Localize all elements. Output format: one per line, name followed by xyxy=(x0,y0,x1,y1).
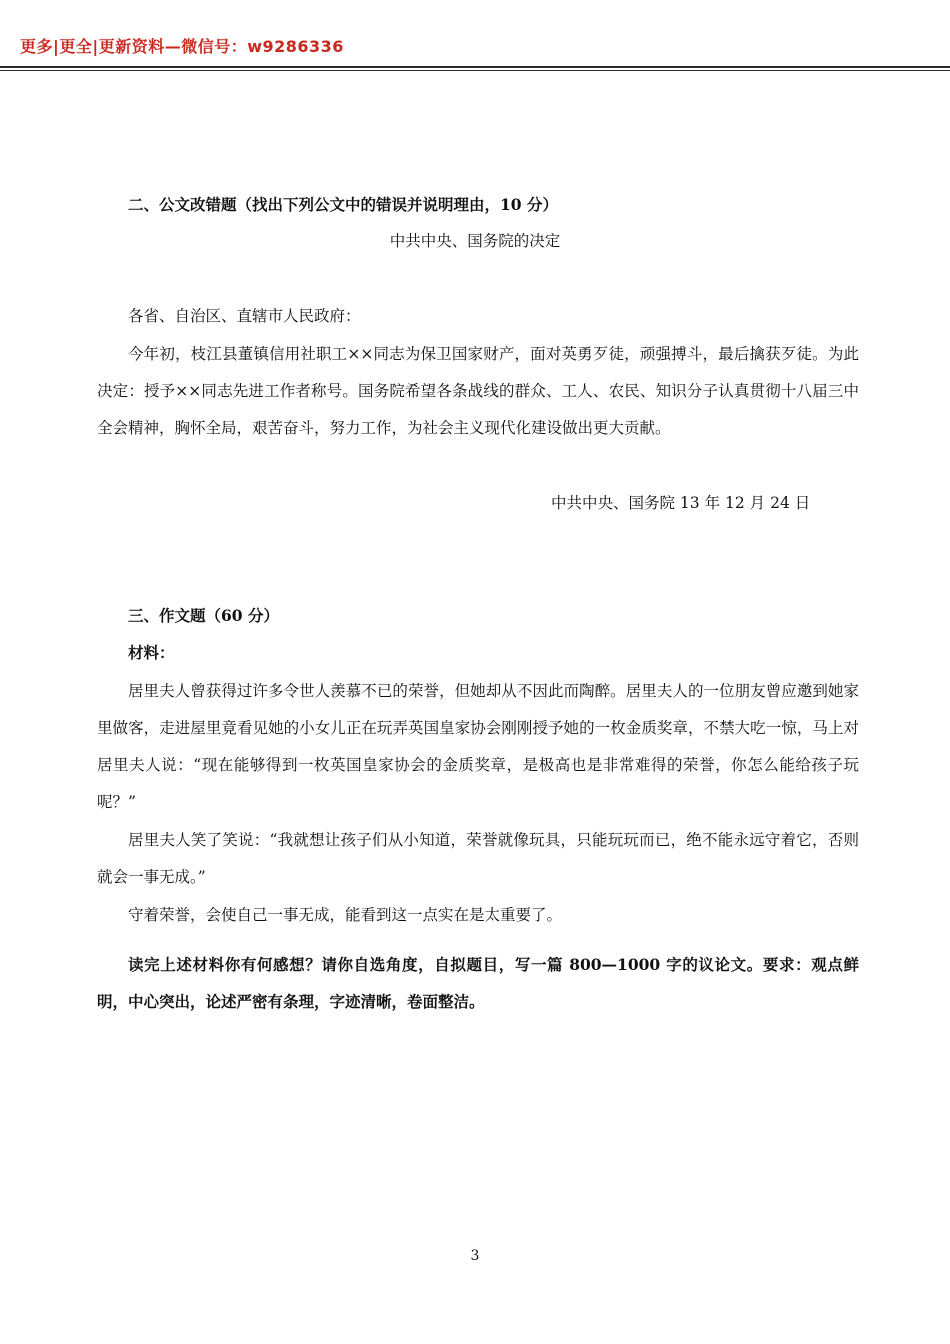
section-3-heading: 三、作文题（60 分） xyxy=(128,606,279,625)
document-signature: 中共中央、国务院 13 年 12 月 24 日 xyxy=(551,494,811,512)
header-divider-thin xyxy=(0,70,950,71)
document-salutation: 各省、自治区、直辖市人民政府： xyxy=(128,307,361,325)
header-divider-thick xyxy=(0,66,950,68)
essay-prompt: 读完上述材料你有何感想？请你自选角度，自拟题目，写一篇 800—1000 字的议论文。要求：观点鲜明，中心突出，论述严密有条理，字迹清晰，卷面整洁。 xyxy=(97,955,859,1011)
document-title: 中共中央、国务院的决定 xyxy=(389,232,561,250)
material-paragraph-3: 守着荣誉，会使自己一事无成，能看到这一点实在是太重要了。 xyxy=(128,906,563,924)
material-paragraph-2: 居里夫人笑了笑说：“我就想让孩子们从小知道，荣誉就像玩具，只能玩玩而已，绝不能永远守着它，否则就会一事无成。” xyxy=(97,831,859,886)
material-paragraph-1: 居里夫人曾获得过许多令世人羡慕不已的荣誉，但她却从不因此而陶醉。居里夫人的一位朋友曾应邀到她家里做客，走进屋里竟看见她的小女儿正在玩弄英国皇家协会刚刚授予她的一枚金质奖章，不禁大吃一惊，马上对居里夫人说：“现在能够得到一枚英国皇家协会的金质奖章，是极高也是非常难得的荣誉，你怎么能给孩子玩呢？” xyxy=(97,682,859,811)
page-number: 3 xyxy=(470,1248,480,1264)
material-label: 材料： xyxy=(128,643,175,662)
document-body: 今年初，枝江县董镇信用社职工××同志为保卫国家财产，面对英勇歹徒，顽强搏斗，最后擒获歹徒。为此决定：授予××同志先进工作者称号。国务院希望各条战线的群众、工人、农民、知识分子认真贯彻十八届三中全会精神，胸怀全局，艰苦奋斗，努力工作，为社会主义现代化建设做出更大贡献。 xyxy=(97,345,859,437)
header-contact-note: 更多|更全|更新资料—微信号：w9286336 xyxy=(20,37,344,56)
section-2-heading: 二、公文改错题（找出下列公文中的错误并说明理由，10 分） xyxy=(128,195,558,214)
